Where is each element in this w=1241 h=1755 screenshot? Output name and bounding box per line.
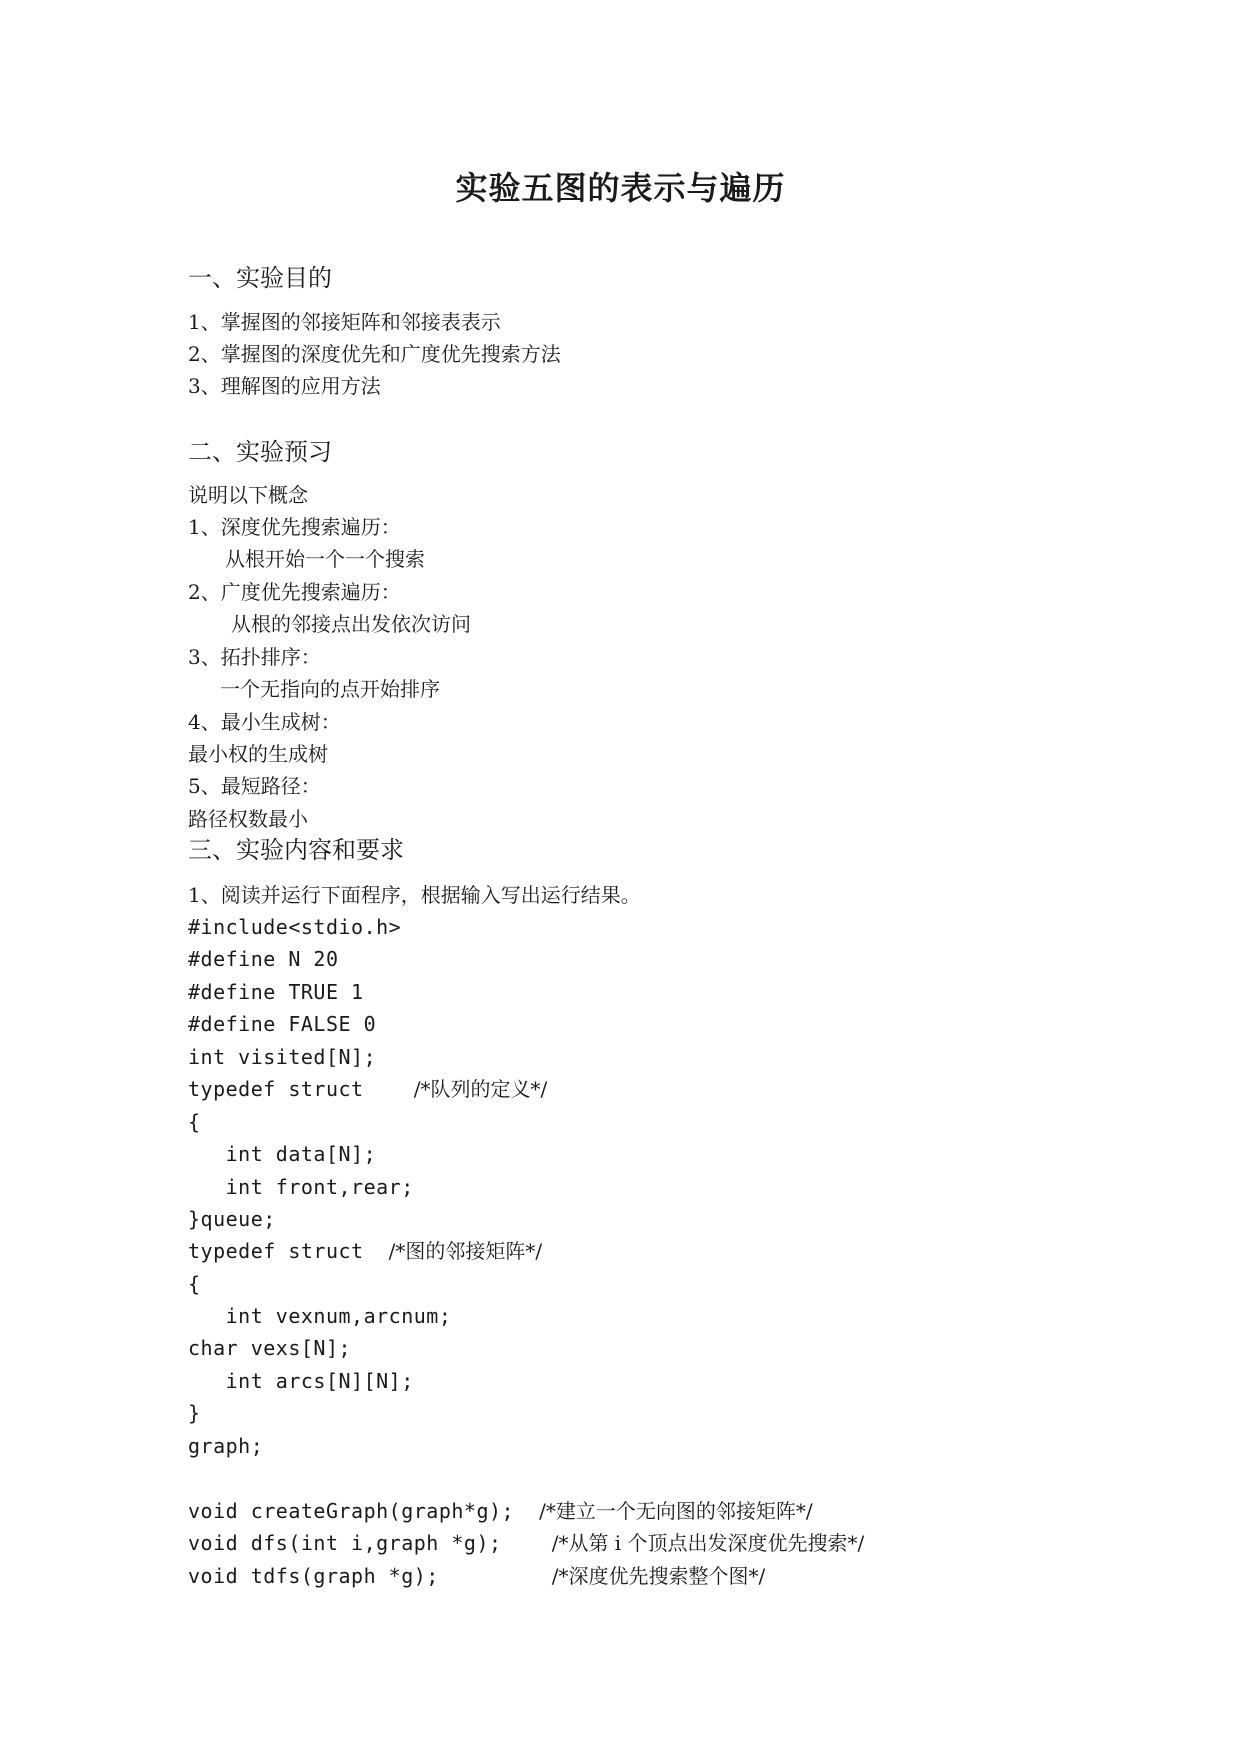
code-line [188, 978, 364, 1006]
code-line [188, 1010, 376, 1038]
concept-term: 3、拓扑排序： [188, 645, 321, 669]
code-text: #define TRUE 1 [188, 980, 364, 1004]
code-text: typedef struct [188, 1077, 414, 1101]
code-line [188, 1108, 201, 1136]
code-text: int vexnum,arcnum; [188, 1304, 452, 1328]
code-text: }queue; [188, 1207, 276, 1231]
concept-term: 1、深度优先搜索遍历： [188, 515, 401, 539]
code-comment: /*建立一个无向图的邻接矩阵*/ [539, 1499, 813, 1523]
code-line [188, 1302, 451, 1330]
concept-answer: 一个无指向的点开始排序 [220, 677, 440, 701]
concept-answer: 最小权的生成树 [188, 742, 328, 766]
code-line [188, 1432, 263, 1460]
document-title: 实验五图的表示与遍历 [455, 169, 786, 207]
concept-term: 2、广度优先搜索遍历： [188, 580, 401, 604]
code-line [188, 1334, 351, 1362]
objective-item: 3、理解图的应用方法 [188, 374, 381, 398]
code-text: void dfs(int i,graph *g); [188, 1531, 552, 1555]
concept-answer: 路径权数最小 [188, 807, 308, 831]
code-line [188, 1497, 813, 1525]
section-heading-objectives: 一、实验目的 [188, 264, 332, 292]
code-text: int arcs[N][N]; [188, 1369, 414, 1393]
code-line [188, 1043, 376, 1071]
code-text: int front,rear; [188, 1175, 414, 1199]
preview-intro: 说明以下概念 [188, 483, 308, 507]
concept-term: 4、最小生成树： [188, 710, 341, 734]
code-line [188, 1399, 201, 1427]
code-line [188, 1173, 414, 1201]
concept-answer: 从根开始一个一个搜索 [225, 547, 425, 571]
code-text: #include<stdio.h> [188, 915, 402, 939]
code-line [188, 1205, 276, 1233]
code-text: void tdfs(graph *g); [188, 1564, 552, 1588]
section-heading-content: 三、实验内容和要求 [188, 836, 404, 864]
code-comment: /*图的邻接矩阵*/ [388, 1239, 543, 1263]
concept-term: 5、最短路径： [188, 774, 321, 798]
code-line [188, 1367, 414, 1395]
task-instruction: 1、阅读并运行下面程序，根据输入写出运行结果。 [188, 883, 641, 907]
code-text: graph; [188, 1434, 264, 1458]
code-text: void createGraph(graph*g); [188, 1499, 540, 1523]
code-comment: /*深度优先搜索整个图*/ [551, 1564, 766, 1588]
code-line [188, 1270, 201, 1298]
code-line [188, 1075, 547, 1103]
code-line [188, 1529, 864, 1557]
code-text: #define FALSE 0 [188, 1012, 377, 1036]
code-text: int data[N]; [188, 1142, 377, 1166]
code-text: typedef struct [188, 1239, 389, 1263]
concept-answer: 从根的邻接点出发依次访问 [231, 612, 471, 636]
code-text: { [188, 1272, 201, 1296]
code-text: #define N 20 [188, 947, 339, 971]
code-comment: /*从第 i 个顶点出发深度优先搜索*/ [551, 1531, 865, 1555]
code-text: { [188, 1110, 201, 1134]
code-line [188, 1562, 765, 1590]
code-text: } [188, 1401, 201, 1425]
code-line [188, 945, 339, 973]
objective-item: 2、掌握图的深度优先和广度优先搜索方法 [188, 342, 561, 366]
code-text: int visited[N]; [188, 1045, 377, 1069]
code-comment: /*队列的定义*/ [413, 1077, 548, 1101]
section-heading-preview: 二、实验预习 [188, 438, 332, 466]
code-line [188, 1140, 376, 1168]
code-line [188, 913, 401, 941]
code-line [188, 1237, 542, 1265]
code-text: char vexs[N]; [188, 1336, 352, 1360]
objective-item: 1、掌握图的邻接矩阵和邻接表表示 [188, 310, 501, 334]
